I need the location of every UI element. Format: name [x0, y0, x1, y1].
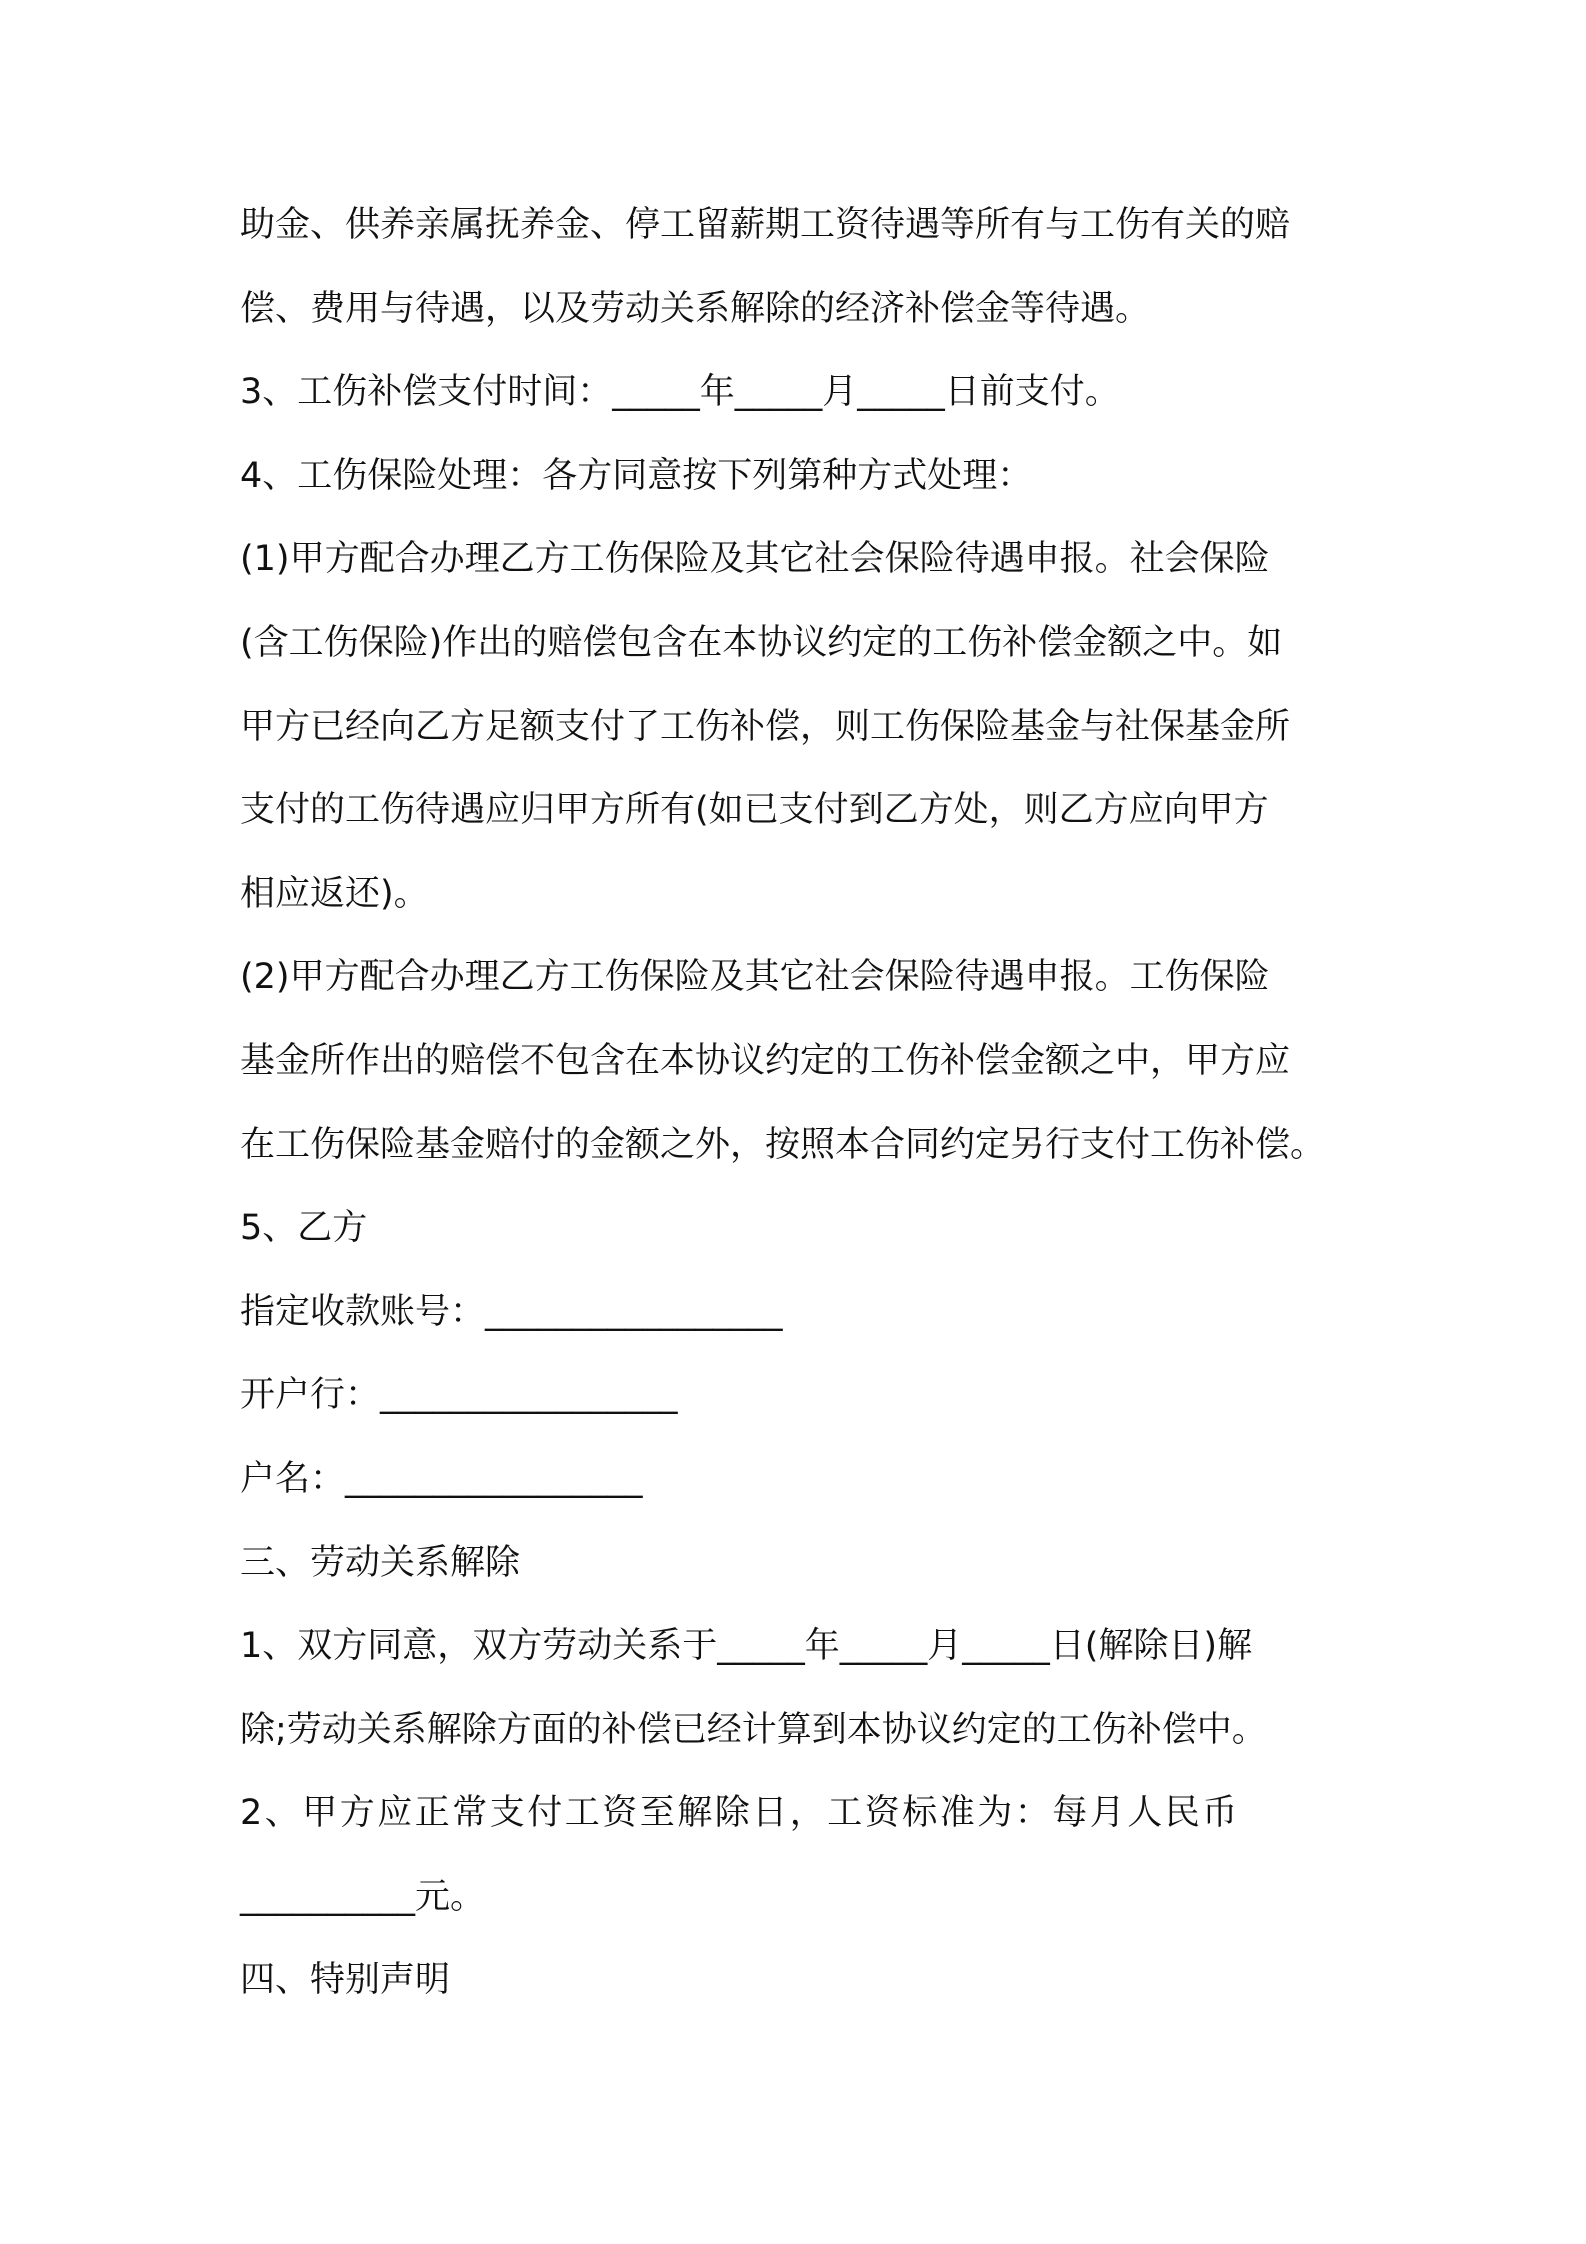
text-line: 2、甲方应正常支付工资至解除日，工资标准为：每月人民币: [240, 1793, 1240, 1834]
text-line: 除;劳动关系解除方面的补偿已经计算到本协议约定的工伤补偿中。: [240, 1709, 1267, 1750]
text-line: 基金所作出的赔偿不包含在本协议约定的工伤补偿金额之中，甲方应: [240, 1040, 1291, 1081]
text-line: 甲方已经向乙方足额支付了工伤补偿，则工伤保险基金与社保基金所: [240, 706, 1291, 747]
text-line: (2)甲方配合办理乙方工伤保险及其它社会保险待遇申报。工伤保险: [240, 957, 1270, 998]
text-line: 3、工伤补偿支付时间：_____年_____月_____日前支付。: [240, 372, 1120, 413]
text-line: (1)甲方配合办理乙方工伤保险及其它社会保险待遇申报。社会保险: [240, 539, 1270, 580]
text-line: 1、双方同意，双方劳动关系于_____年_____月_____日(解除日)解: [240, 1626, 1253, 1667]
text-line: __________元。: [240, 1876, 486, 1917]
document-body: [240, 200, 1360, 2039]
text-line: 户名：_________________: [240, 1458, 643, 1499]
text-line: (含工伤保险)作出的赔偿包含在本协议约定的工伤补偿金额之中。如: [240, 622, 1283, 663]
section-heading: 四、特别声明: [240, 1960, 451, 2001]
text-line: 5、乙方: [240, 1208, 368, 1249]
text-line: 4、工伤保险处理：各方同意按下列第种方式处理：: [240, 455, 1033, 496]
text-line: 相应返还)。: [240, 873, 429, 914]
text-line: 助金、供养亲属抚养金、停工留薪期工资待遇等所有与工伤有关的赔: [240, 205, 1291, 245]
text-line: 支付的工伤待遇应归甲方所有(如已支付到乙方处，则乙方应向甲方: [240, 790, 1269, 831]
text-line: 偿、费用与待遇，以及劳动关系解除的经济补偿金等待遇。: [240, 288, 1151, 329]
text-line: 指定收款账号：_________________: [240, 1291, 783, 1332]
text-line: 在工伤保险基金赔付的金额之外，按照本合同约定另行支付工伤补偿。: [240, 1124, 1326, 1165]
section-heading: 三、劳动关系解除: [240, 1542, 521, 1583]
text-line: 开户行：_________________: [240, 1375, 678, 1416]
